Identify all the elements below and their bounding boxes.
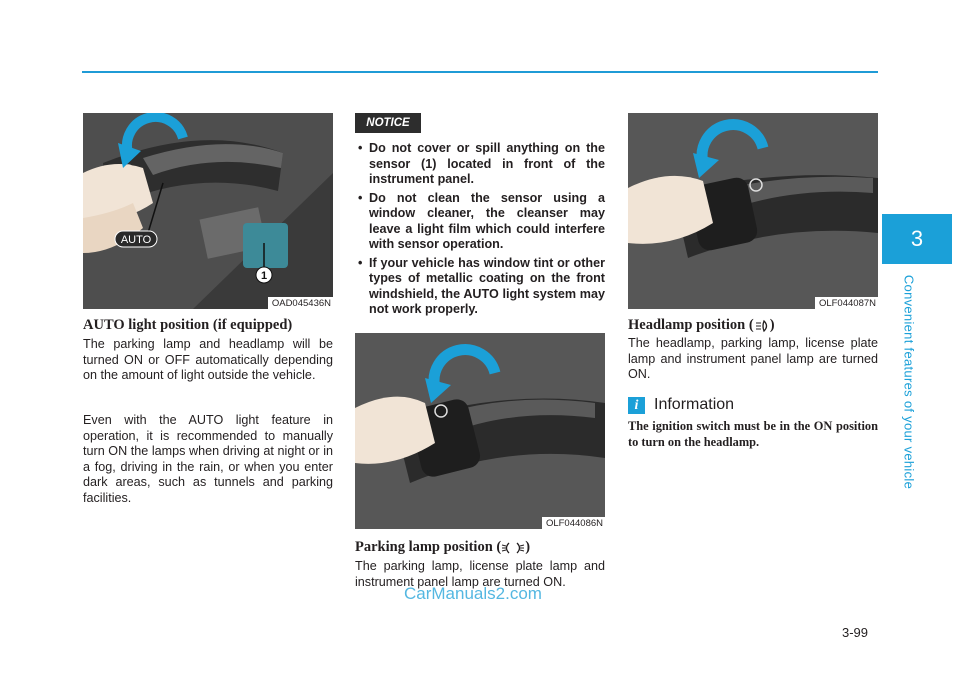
auto-section-para1: The parking lamp and headlamp will be turned ON or OFF automatically depending on the amount of light outside the vehicle. <box>83 337 333 382</box>
headlamp-section-body: The headlamp, parking lamp, license plate lamp and instrument panel lamp are turned ON. <box>628 336 878 381</box>
information-body: The ignition switch must be in the ON position to turn on the headlamp. <box>628 419 878 449</box>
parking-lamp-icon <box>501 541 525 555</box>
auto-light-figure <box>83 113 333 309</box>
watermark[interactable]: CarManuals2.com <box>404 584 542 603</box>
auto-section-para2: Even with the AUTO light feature in operation, it is recommended to manually turn ON the lamps when driving at night or in a fog, driving in the rain, or when you enter dark areas, such as tunnels and parking facilities. <box>83 413 333 505</box>
notice-item: • Do not clean the sensor using a window cleaner, the cleanser may leave a light film which could interfere with sensor operation. <box>355 191 605 253</box>
sensor-callout-number: 1 <box>260 270 268 282</box>
figure-code: OLF044086N <box>542 517 605 529</box>
notice-list <box>355 141 605 321</box>
chapter-title: Convenient features of your vehicle <box>901 274 917 490</box>
parking-lamp-illustration <box>355 333 605 529</box>
headlamp-illustration <box>628 113 878 309</box>
information-title: Information <box>654 396 735 413</box>
notice-item: • If your vehicle has window tint or other types of metallic coating on the front windshield, the AUTO light system may not work properly. <box>355 256 605 318</box>
sensor-icon <box>243 223 288 268</box>
auto-light-illustration <box>83 113 333 309</box>
parking-lamp-figure <box>355 333 605 529</box>
auto-callout-label: AUTO <box>120 234 152 246</box>
figure-code: OAD045436N <box>268 297 333 309</box>
figure-code: OLF044087N <box>815 297 878 309</box>
top-rule <box>82 71 878 73</box>
headlamp-section-heading: Headlamp position ( ) <box>628 317 775 333</box>
headlamp-icon <box>754 319 770 333</box>
parking-section-body: The parking lamp, license plate lamp and instrument panel lamp are turned ON. <box>355 559 605 589</box>
notice-item: • Do not cover or spill anything on the sensor (1) located in front of the instrument panel. <box>355 141 605 188</box>
parking-section-heading: Parking lamp position ( ) <box>355 539 531 555</box>
chapter-tab[interactable]: 3 <box>882 214 952 264</box>
notice-label: NOTICE <box>355 113 421 133</box>
auto-section-heading: AUTO light position (if equipped) <box>83 317 293 333</box>
information-icon: i <box>628 397 645 414</box>
headlamp-figure <box>628 113 878 309</box>
page-number: 3-99 <box>842 625 869 640</box>
